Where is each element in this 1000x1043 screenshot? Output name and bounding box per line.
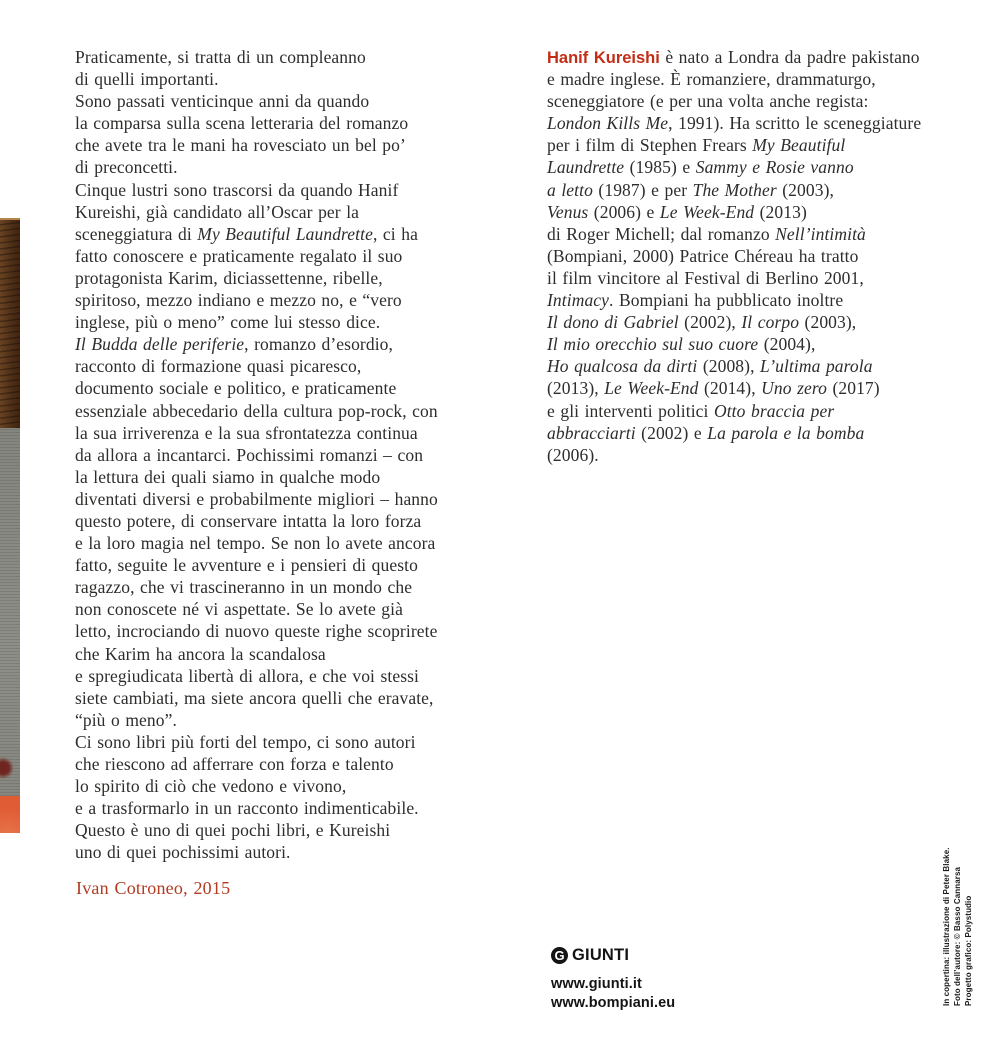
text-line [75,267,525,289]
text-line [75,753,525,775]
text-line [75,400,525,422]
giunti-logo-icon: G [551,947,568,964]
text-run: Cinque lustri sono trascorsi da quando Hanif [75,179,399,200]
text-run: documento sociale e politico, e praticamente [75,378,397,399]
cover-art-sliver [0,218,20,833]
text-run: la comparsa sulla scena letteraria del romanzo [75,113,409,134]
text-run: abbracciarti [547,422,636,443]
text-run: di quelli importanti. [75,69,219,90]
text-line [547,112,997,134]
text-line [75,466,525,488]
text-line [75,687,525,709]
text-run: e spregiudicata libertà di allora, e che voi stessi [75,665,420,686]
text-run: siete cambiati, ma siete ancora quelli che eravate, [75,687,434,708]
text-run: Venus [547,201,589,222]
giunti-logo-text: GIUNTI [572,946,630,964]
text-run: London Kills Me [547,113,669,134]
text-line [75,311,525,333]
text-run: Uno zero [761,378,827,399]
text-run: (2006) e [588,201,660,222]
text-run: My Beautiful [752,135,846,156]
text-line [75,289,525,311]
text-line [75,68,525,90]
text-line [75,665,525,687]
text-run: ragazzo, che vi trascineranno in un mondo che [75,577,413,598]
text-run: il film vincitore al Festival di Berlino 2001, [547,267,864,288]
text-line [547,377,997,399]
giunti-logo [551,946,675,965]
text-run: Il dono di Gabriel [547,312,679,333]
text-run: (2014), [698,378,762,399]
text-run: (Bompiani, 2000) Patrice Chéreau ha tratto [547,245,859,266]
text-run: Laundrette [547,157,625,178]
text-run: sceneggiatura di [75,223,198,244]
text-run: Kureishi, già candidato all’Oscar per la [75,201,360,222]
author-name-highlight: Hanif Kureishi [547,49,660,67]
text-line [547,223,997,245]
jacket-credits [941,838,974,1006]
text-run: fatto, seguite le avventure e i pensieri di questo [75,555,418,576]
text-line [75,709,525,731]
text-run: (2003), [776,179,834,200]
text-run: la sua irriverenza e la sua sfrontatezza continua [75,422,418,443]
text-run: Sono passati venticinque anni da quando [75,91,370,112]
text-run: essenziale abbecedario della cultura pop-rock, con [75,400,438,421]
text-run: , romanzo d’esordio, [244,334,393,355]
author-bio-column [547,46,997,466]
text-run: (2004), [758,334,816,355]
text-run: Sammy e Rosie vanno [695,157,854,178]
text-run: a letto [547,179,593,200]
text-run: che Karim ha ancora la scandalosa [75,643,326,664]
text-run: e la loro magia nel tempo. Se non lo avete ancora [75,533,436,554]
text-run: per i film di Stephen Frears [547,135,753,156]
text-run: My Beautiful Laundrette [197,223,373,244]
text-line [547,400,997,422]
text-line [75,819,525,841]
text-line [75,355,525,377]
text-run: lo spirito di ciò che vedono e vivono, [75,776,347,797]
review-text-column [75,46,525,863]
text-run: sceneggiatore (e per una volta anche regista: [547,91,869,112]
text-run: uno di quei pochissimi autori. [75,842,291,863]
text-line [75,797,525,819]
text-line [75,554,525,576]
text-run: da allora a incantarci. Pochissimi romanzi – con [75,444,424,465]
credit-line-cover: In copertina: illustrazione di Peter Blake. [942,847,951,1006]
website-url-giunti: www.giunti.it [551,976,642,992]
text-run: di preconcetti. [75,157,178,178]
text-run: Intimacy [547,290,610,311]
text-run: che avete tra le mani ha rovesciato un bel po’ [75,135,406,156]
website-url-bompiani: www.bompiani.eu [551,995,676,1011]
text-run: di Roger Michell; dal romanzo [547,223,776,244]
review-signature: Ivan Cotroneo, 2015 [76,878,231,898]
text-line [75,179,525,201]
text-run: Otto braccia per [713,400,835,421]
text-run: , 1991). Ha scritto le sceneggiature [668,113,922,134]
text-line [547,90,997,112]
text-line [75,775,525,797]
cover-art-orange-detail [0,796,20,833]
text-run: (2013) [754,201,807,222]
text-run: protagonista Karim, diciassettenne, ribelle, [75,267,383,288]
text-run: che riescono ad afferrare con forza e talento [75,754,394,774]
cover-art-wood-texture [0,218,20,428]
text-run: Il mio orecchio sul suo cuore [547,334,759,355]
text-line [75,532,525,554]
credit-line-design: Progetto grafico: Polystudio [964,895,973,1006]
publisher-footer [551,946,675,1013]
text-run: (2013), [547,378,605,399]
text-line [75,841,525,863]
text-run: Nell’intimità [775,223,866,244]
text-line [75,598,525,620]
text-run: , ci ha [372,223,418,244]
text-run: è nato a Londra da padre pakistano [659,47,920,67]
text-line [547,267,997,289]
text-line [75,444,525,466]
cover-art-gray-texture [0,428,20,796]
text-run: Ho qualcosa da dirti [547,356,698,377]
text-run: (2003), [799,312,857,333]
text-run: . Bompiani ha pubblicato inoltre [609,290,844,311]
text-line [75,134,525,156]
text-line [547,444,997,466]
text-line [547,245,997,267]
text-run: (2002), [678,312,742,333]
text-run: (1987) e per [592,179,693,200]
text-run: e gli interventi politici [547,400,714,421]
text-run: inglese, più o meno” come lui stesso dice. [75,312,381,333]
text-run: diventati diversi e probabilmente migliori – hanno [75,488,438,509]
text-run: L’ultima parola [760,356,873,377]
text-run: Il corpo [741,312,800,333]
text-run: (2006). [547,444,599,465]
text-line [547,201,997,223]
text-run: e madre inglese. È romanziere, drammaturgo, [547,69,876,90]
text-line [75,377,525,399]
credit-line-photo: Foto dell’autore: © Basso Cannarsa [953,866,962,1006]
text-run: Questo è uno di quei pochi libri, e Kureishi [75,820,391,841]
text-line [547,333,997,355]
text-line [75,422,525,444]
text-run: la lettura dei quali siamo in qualche modo [75,466,381,487]
text-run: La parola e la bomba [707,422,865,443]
publisher-websites [551,975,675,1013]
text-line [547,289,997,311]
text-line [547,355,997,377]
text-run: “più o meno”. [75,709,177,730]
text-line [75,156,525,178]
text-line [75,510,525,532]
text-run: Le Week-End [604,378,699,399]
text-run: racconto di formazione quasi picaresco, [75,356,362,377]
text-line [75,112,525,134]
text-line [75,223,525,245]
text-run: letto, incrociando di nuovo queste righe scoprirete [75,621,438,642]
text-run: e a trasformarlo in un racconto indimenticabile. [75,798,419,819]
text-line [547,134,997,156]
text-run: (1985) e [624,157,696,178]
text-run: questo potere, di conservare intatta la loro forza [75,510,422,531]
text-line [75,46,525,68]
text-line [547,311,997,333]
text-run: Le Week-End [659,201,755,222]
text-line [547,179,997,201]
text-line [75,731,525,753]
text-line [75,245,525,267]
text-line [75,643,525,665]
text-run: fatto conoscere e praticamente regalato il suo [75,245,403,266]
text-line [547,68,997,90]
text-run: (2002) e [635,422,708,443]
text-run: The Mother [692,179,777,200]
text-run: (2008), [697,356,761,377]
text-run: non conoscete né vi aspettate. Se lo avete già [75,599,403,620]
text-run: Praticamente, si tratta di un compleanno [75,47,366,67]
text-line [75,333,525,355]
text-line [547,46,997,68]
text-line [75,90,525,112]
text-run: Il Budda delle periferie [75,334,245,355]
text-run: spiritoso, mezzo indiano e mezzo no, e “vero [75,290,402,311]
text-line [547,422,997,444]
text-line [75,488,525,510]
text-line [547,156,997,178]
text-line [75,576,525,598]
text-run: (2017) [826,378,880,399]
text-run: Ci sono libri più forti del tempo, ci sono autori [75,731,416,752]
text-line [75,201,525,223]
text-line [75,620,525,642]
